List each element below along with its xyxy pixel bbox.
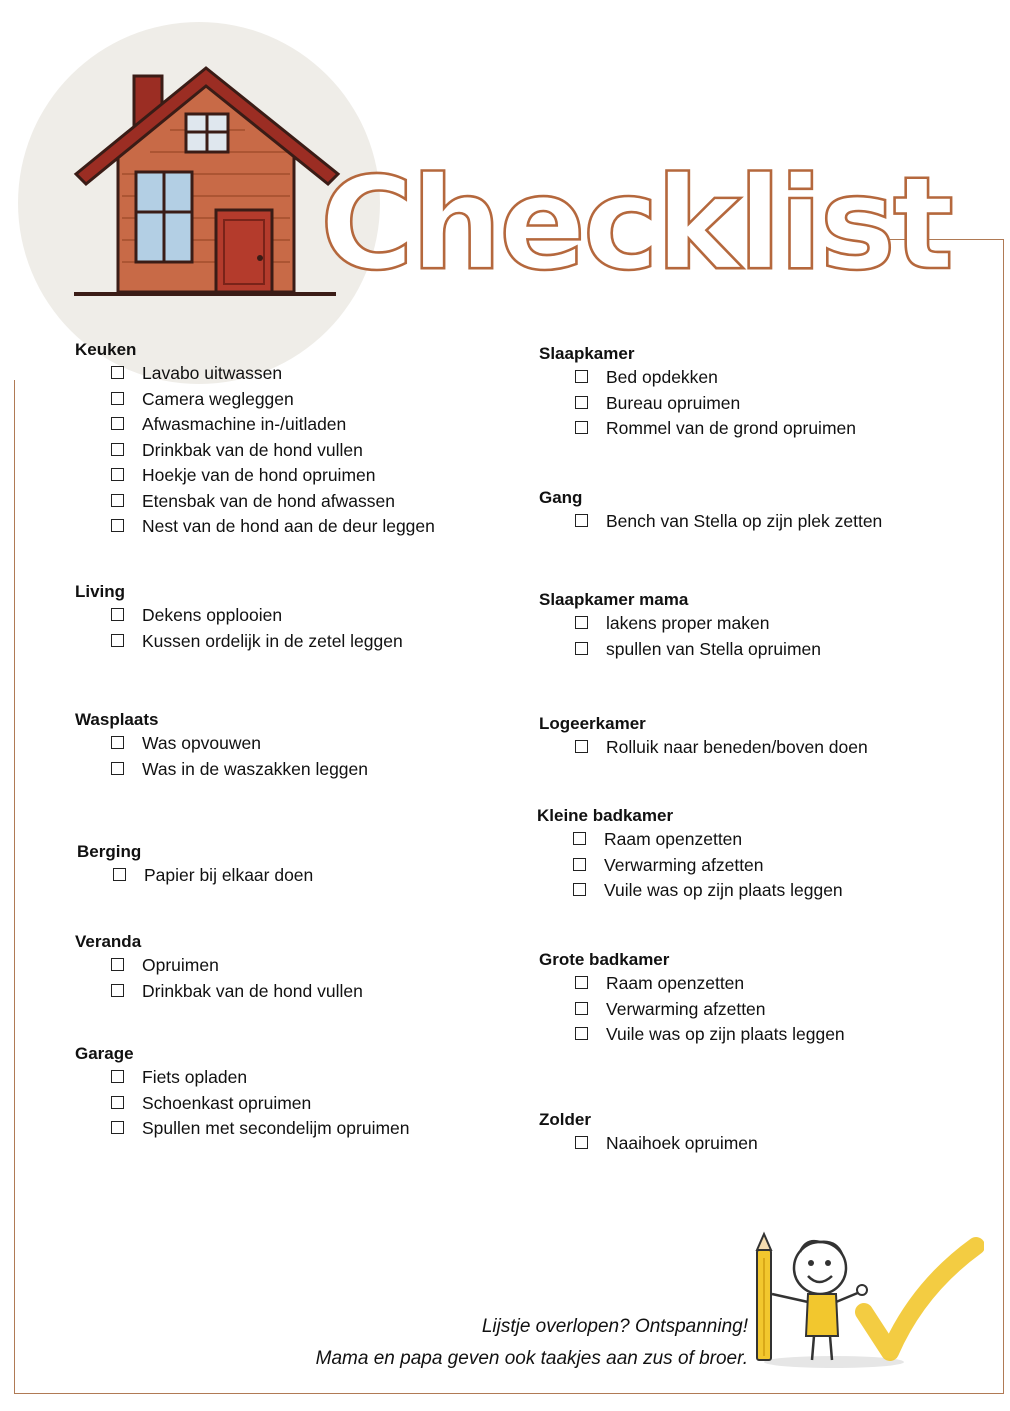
checklist-item[interactable] — [539, 509, 882, 535]
checklist-item-label: Drinkbak van de hond vullen — [142, 980, 363, 1001]
checklist-item-label: Bureau opruimen — [606, 392, 741, 413]
checklist-item[interactable] — [539, 416, 856, 442]
checklist-item-label: Vuile was op zijn plaats leggen — [606, 1024, 845, 1044]
checklist-item-label: Kussen ordelijk in de zetel leggen — [142, 630, 403, 651]
section-heading: Garage — [75, 1044, 134, 1063]
checkbox-icon[interactable] — [575, 976, 588, 989]
checkbox-icon[interactable] — [575, 642, 588, 655]
frame-right-border — [1003, 239, 1004, 1394]
section-slaapkamer — [539, 343, 856, 442]
checklist-item-label: Lavabo uitwassen — [142, 363, 283, 383]
checklist-item[interactable] — [75, 629, 403, 655]
checkbox-icon[interactable] — [111, 1070, 124, 1083]
checklist-item[interactable] — [75, 731, 368, 757]
checklist-item-label: Afwasmachine in-/uitladen — [142, 414, 347, 434]
checklist-item-label: Rommel van de grond opruimen — [606, 418, 856, 438]
section-zolder — [539, 1109, 758, 1157]
checkbox-icon[interactable] — [111, 417, 124, 430]
checkbox-icon[interactable] — [111, 634, 124, 647]
checklist-item-label: Opruimen — [142, 955, 219, 975]
page-title — [318, 150, 958, 290]
checklist-item[interactable] — [539, 1131, 758, 1157]
checklist-item[interactable] — [75, 387, 435, 413]
checklist-item-label: Bench van Stella op zijn plek zetten — [606, 511, 883, 531]
footer-line-2: Mama en papa geven ook taakjes aan zus of broer. — [315, 1348, 748, 1369]
checklist-item[interactable] — [539, 637, 821, 663]
section-garage — [75, 1043, 410, 1142]
section-heading: Slaapkamer — [539, 344, 635, 363]
checklist-item[interactable] — [539, 365, 856, 391]
checklist-item[interactable] — [537, 827, 843, 853]
checkbox-icon[interactable] — [111, 958, 124, 971]
checklist-item[interactable] — [537, 878, 843, 904]
checklist-item-label: Bed opdekken — [606, 367, 718, 387]
checklist-item-label: Fiets opladen — [142, 1067, 248, 1087]
mascot-illustration — [748, 1228, 984, 1370]
checklist-item-label: Dekens opplooien — [142, 605, 283, 625]
checkbox-icon[interactable] — [575, 370, 588, 383]
section-heading: Grote badkamer — [539, 950, 670, 969]
footer-line-1: Lijstje overlopen? Ontspanning! — [481, 1316, 748, 1337]
checklist-item[interactable] — [75, 412, 435, 438]
checkbox-icon[interactable] — [111, 608, 124, 621]
checklist-item-label: Was opvouwen — [142, 733, 261, 753]
section-logeerkamer — [539, 713, 868, 761]
checklist-item[interactable] — [539, 391, 856, 417]
page-title-text: Checklist — [320, 150, 951, 290]
checklist-item-label: Naaihoek opruimen — [606, 1133, 758, 1153]
checklist-item[interactable] — [539, 971, 845, 997]
checkbox-icon[interactable] — [575, 740, 588, 753]
section-heading: Living — [75, 582, 126, 601]
checklist-item-label: spullen van Stella opruimen — [606, 638, 821, 659]
section-grote-badkamer — [539, 949, 845, 1048]
checkbox-icon[interactable] — [111, 366, 124, 379]
section-kleine-badkamer — [537, 805, 843, 904]
checklist-item[interactable] — [75, 603, 403, 629]
checkbox-icon[interactable] — [111, 1121, 124, 1134]
checkbox-icon[interactable] — [573, 832, 586, 845]
checklist-item-label: Papier bij elkaar doen — [144, 865, 314, 885]
section-berging — [77, 841, 313, 889]
checklist-item-label: Camera wegleggen — [142, 388, 294, 409]
checkbox-icon[interactable] — [111, 392, 124, 405]
section-veranda — [75, 931, 363, 1004]
checklist-item[interactable] — [75, 1065, 410, 1091]
checkbox-icon[interactable] — [573, 858, 586, 871]
frame-bottom-border — [14, 1393, 1004, 1394]
checklist-item[interactable] — [75, 979, 363, 1005]
section-wasplaats — [75, 709, 368, 782]
checklist-item[interactable] — [539, 735, 868, 761]
checkbox-icon[interactable] — [111, 519, 124, 532]
checkbox-icon[interactable] — [575, 396, 588, 409]
checkbox-icon[interactable] — [573, 883, 586, 896]
checkbox-icon[interactable] — [575, 1136, 588, 1149]
checklist-item[interactable] — [539, 997, 845, 1023]
house-icon — [70, 62, 350, 302]
checklist-item-label: Vuile was op zijn plaats leggen — [604, 880, 843, 900]
checklist-item[interactable] — [539, 611, 821, 637]
checklist-item[interactable] — [75, 438, 435, 464]
section-keuken — [75, 339, 435, 540]
checklist-item[interactable] — [75, 757, 368, 783]
section-heading: Zolder — [539, 1110, 591, 1129]
checkbox-icon[interactable] — [111, 762, 124, 775]
checklist-item[interactable] — [75, 463, 435, 489]
checklist-item[interactable] — [75, 361, 435, 387]
checkbox-icon[interactable] — [575, 1027, 588, 1040]
checkbox-icon[interactable] — [575, 421, 588, 434]
checklist-item[interactable] — [77, 863, 313, 889]
section-gang — [539, 487, 882, 535]
section-heading: Berging — [77, 842, 142, 861]
section-heading: Veranda — [75, 932, 142, 951]
section-heading: Logeerkamer — [539, 714, 646, 733]
checklist-item-label: Hoekje van de hond opruimen — [142, 465, 376, 485]
section-living — [75, 581, 403, 654]
checklist-item-label: Drinkbak van de hond vullen — [142, 439, 363, 460]
checklist-item[interactable] — [75, 1091, 410, 1117]
checkbox-icon[interactable] — [111, 984, 124, 997]
checklist-item[interactable] — [75, 953, 363, 979]
pencil-icon — [757, 1234, 771, 1360]
checklist-item-label: Spullen met secondelijm opruimen — [142, 1118, 410, 1138]
checkbox-icon[interactable] — [111, 736, 124, 749]
checklist-item-label: Nest van de hond aan de deur leggen — [142, 516, 435, 536]
checkbox-icon[interactable] — [575, 514, 588, 527]
section-heading: Wasplaats — [75, 710, 159, 729]
checklist-item[interactable] — [75, 514, 435, 540]
checklist-item-label: Raam openzetten — [606, 973, 745, 993]
checklist-item-label: Verwarming afzetten — [604, 854, 764, 875]
section-heading: Slaapkamer mama — [539, 590, 689, 609]
checklist-item-label: Etensbak van de hond afwassen — [142, 490, 395, 511]
checklist-item-label: Verwarming afzetten — [606, 998, 766, 1019]
checkbox-icon[interactable] — [111, 1096, 124, 1109]
checklist-item[interactable] — [539, 1022, 845, 1048]
checkbox-icon[interactable] — [575, 1002, 588, 1015]
checkbox-icon[interactable] — [113, 868, 126, 881]
checklist-item-label: Was in de waszakken leggen — [142, 758, 369, 779]
section-heading: Kleine badkamer — [537, 806, 674, 825]
checkbox-icon[interactable] — [575, 616, 588, 629]
section-slaapkamer-mama — [539, 589, 821, 662]
section-heading: Keuken — [75, 340, 137, 359]
checklist-item-label: Rolluik naar beneden/boven doen — [606, 737, 868, 757]
frame-left-border — [14, 380, 15, 1394]
checklist-item-label: Schoenkast opruimen — [142, 1092, 312, 1113]
checklist-item[interactable] — [75, 489, 435, 515]
checklist-item[interactable] — [537, 853, 843, 879]
section-heading: Gang — [539, 488, 583, 507]
checkbox-icon[interactable] — [111, 494, 124, 507]
checklist-item-label: lakens proper maken — [606, 613, 770, 633]
checkbox-icon[interactable] — [111, 468, 124, 481]
checkmark-icon — [864, 1246, 976, 1352]
checklist-item[interactable] — [75, 1116, 410, 1142]
checklist-item-label: Raam openzetten — [604, 829, 743, 849]
checkbox-icon[interactable] — [111, 443, 124, 456]
